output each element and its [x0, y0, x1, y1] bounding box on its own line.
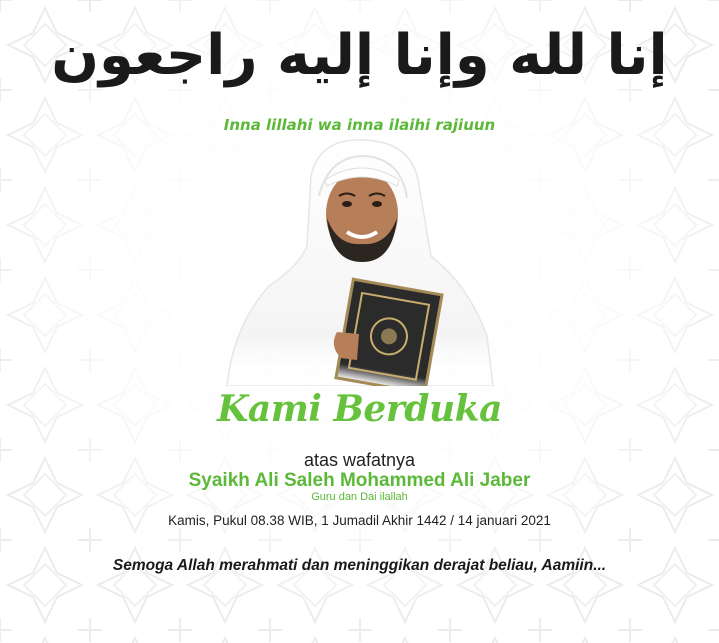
- deceased-name: Syaikh Ali Saleh Mohammed Ali Jaber: [188, 470, 531, 491]
- portrait-photo: [219, 136, 499, 386]
- deceased-role: Guru dan Dai ilallah: [311, 491, 408, 503]
- arabic-calligraphy: إنا لله وإنا إليه راجعون: [51, 23, 668, 88]
- transliteration-text: Inna lillahi wa inna ilaihi rajiuun: [223, 116, 496, 134]
- prayer-text: Semoga Allah merahmati dan meninggikan derajat beliau, Aamiin...: [112, 557, 607, 574]
- date-line: Kamis, Pukul 08.38 WIB, 1 Jumadil Akhir 1442 / 14 januari 2021: [168, 513, 551, 528]
- intro-text: atas wafatnya: [303, 450, 416, 470]
- page-title: Kami Berduka: [217, 388, 502, 430]
